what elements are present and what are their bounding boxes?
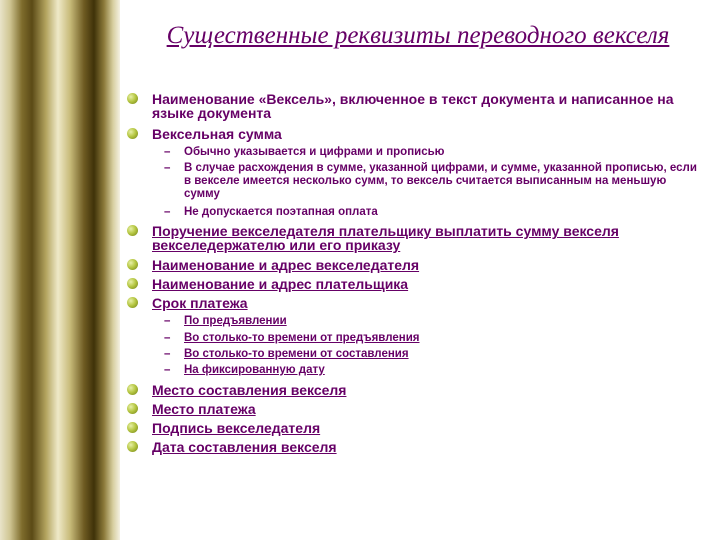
list-item-text: Наименование и адрес векселедателя xyxy=(152,257,420,273)
list-item xyxy=(152,440,702,454)
list-item xyxy=(152,296,702,310)
decorative-curtain xyxy=(0,0,120,540)
bullet-icon xyxy=(127,403,138,414)
list-item xyxy=(152,383,702,397)
bullet-icon xyxy=(127,93,138,104)
list-item-text: Наименование «Вексель», включенное в текст документа и написанное на языке документа xyxy=(152,91,674,121)
bullet-icon xyxy=(127,297,138,308)
list-item-text: Подпись векселедателя xyxy=(152,420,321,436)
bullet-icon xyxy=(127,441,138,452)
list-item xyxy=(152,421,702,435)
slide-title: Существенные реквизиты переводного векселя xyxy=(166,22,670,49)
sub-list-item: – Во столько-то времени от составления xyxy=(164,348,409,360)
sub-list-item: – Во столько-то времени от предъявления xyxy=(164,332,420,344)
dash-icon: – xyxy=(164,162,171,174)
dash-icon: – xyxy=(164,146,171,158)
sub-list-item: – На фиксированную дату xyxy=(164,364,325,376)
sub-list-item: – Обычно указывается и цифрами и прописью xyxy=(164,146,445,158)
list-item xyxy=(152,92,702,120)
dash-icon: – xyxy=(164,348,171,360)
sub-list-item: – В случае расхождения в сумме, указанной цифрами, и сумме, указанной прописью, если в векселе имеется несколько сумм, то вексель считается выписанным на меньшую сумму xyxy=(164,162,697,200)
bullet-icon xyxy=(127,225,138,236)
dash-icon: – xyxy=(164,364,171,376)
bullet-icon xyxy=(127,422,138,433)
list-item-text: Наименование и адрес плательщика xyxy=(152,276,409,292)
list-item xyxy=(152,258,702,272)
dash-icon: – xyxy=(164,332,171,344)
sub-list-item: – Не допускается поэтапная оплата xyxy=(164,206,378,218)
list-item xyxy=(152,127,702,141)
list-item xyxy=(152,402,702,416)
slide xyxy=(120,0,720,540)
list-item-text: Поручение векселедателя плательщику выплатить сумму векселя векселедержателю или его приказу xyxy=(152,223,619,253)
bullet-icon xyxy=(127,278,138,289)
list-item-text: Вексельная сумма xyxy=(152,126,282,142)
bullet-icon xyxy=(127,259,138,270)
list-item xyxy=(152,224,702,252)
dash-icon: – xyxy=(164,315,171,327)
bullet-icon xyxy=(127,128,138,139)
list-item xyxy=(152,277,702,291)
bullet-icon xyxy=(127,384,138,395)
list-item-text: Срок платежа xyxy=(152,295,248,311)
dash-icon: – xyxy=(164,206,171,218)
list-item-text: Место платежа xyxy=(152,401,256,417)
list-item-text: Место составления векселя xyxy=(152,382,347,398)
list-item-text: Дата составления векселя xyxy=(152,439,337,455)
sub-list-item: – По предъявлении xyxy=(164,315,287,327)
